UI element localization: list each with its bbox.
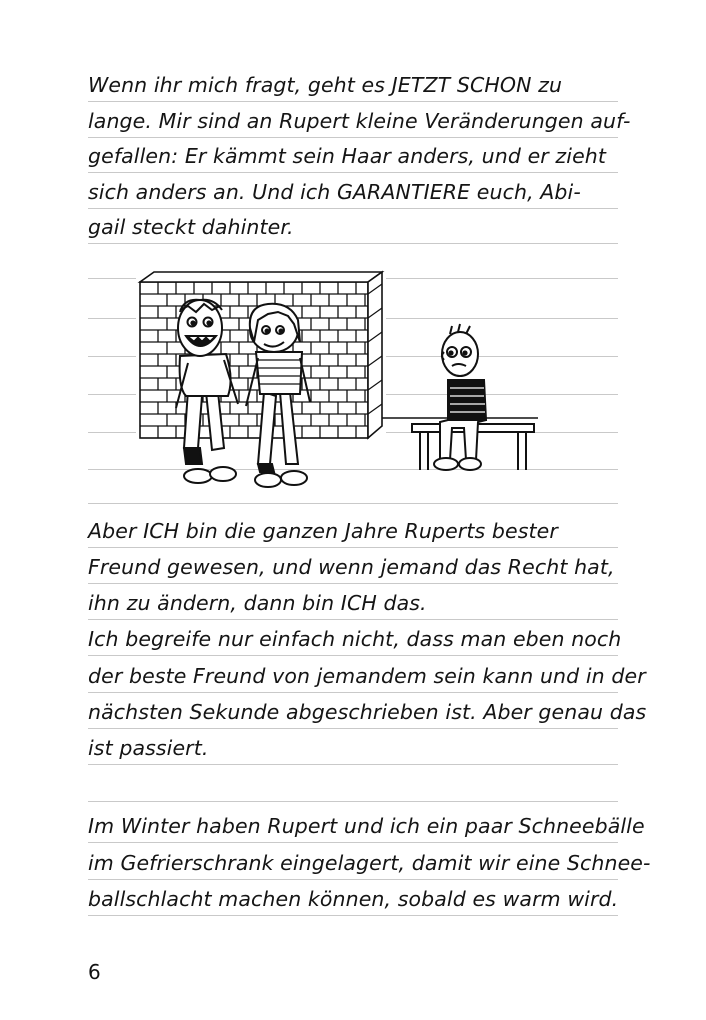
rule-line: [88, 879, 618, 880]
rule-line: [88, 137, 618, 138]
rule-line: [88, 801, 618, 802]
rule-line: [88, 915, 618, 916]
rule-line: [88, 728, 618, 729]
text-line: Im Winter haben Rupert und ich ein paar Schneebälle: [88, 814, 645, 838]
text-line: der beste Freund von jemandem sein kann und in der: [88, 664, 646, 688]
text-line: gefallen: Er kämmt sein Haar anders, und er zieht: [88, 144, 607, 168]
rule-line: [88, 172, 618, 173]
text-line: ballschlacht machen können, sobald es warm wird.: [88, 887, 619, 911]
rule-line: [88, 208, 618, 209]
text-line: Wenn ihr mich fragt, geht es JETZT SCHON zu: [88, 73, 563, 97]
text-line: ihn zu ändern, dann bin ICH das.: [88, 591, 427, 615]
rule-line: [88, 842, 618, 843]
page-number: 6: [88, 960, 101, 984]
text-line: Aber ICH bin die ganzen Jahre Ruperts bester: [88, 519, 558, 543]
rule-line: [88, 655, 618, 656]
rule-line: [88, 547, 618, 548]
text-line: sich anders an. Und ich GARANTIERE euch, Abi-: [88, 180, 581, 204]
rule-line: [88, 583, 618, 584]
text-line: gail steckt dahinter.: [88, 215, 294, 239]
rule-line: [88, 503, 618, 504]
text-line: im Gefrierschrank eingelagert, damit wir eine Schnee-: [88, 851, 651, 875]
rule-line: [88, 764, 618, 765]
text-line: Ich begreife nur einfach nicht, dass man eben noch: [88, 627, 622, 651]
illustration-brick-wall-scene: [88, 268, 618, 500]
text-line: ist passiert.: [88, 736, 209, 760]
rule-line: [88, 101, 618, 102]
rule-line: [88, 692, 618, 693]
text-line: Freund gewesen, und wenn jemand das Recht hat,: [88, 555, 615, 579]
rule-line: [88, 619, 618, 620]
character-greg: [434, 324, 486, 470]
text-line: lange. Mir sind an Rupert kleine Veränderungen auf-: [88, 109, 631, 133]
text-line: nächsten Sekunde abgeschrieben ist. Aber genau das: [88, 700, 647, 724]
rule-line: [88, 243, 618, 244]
